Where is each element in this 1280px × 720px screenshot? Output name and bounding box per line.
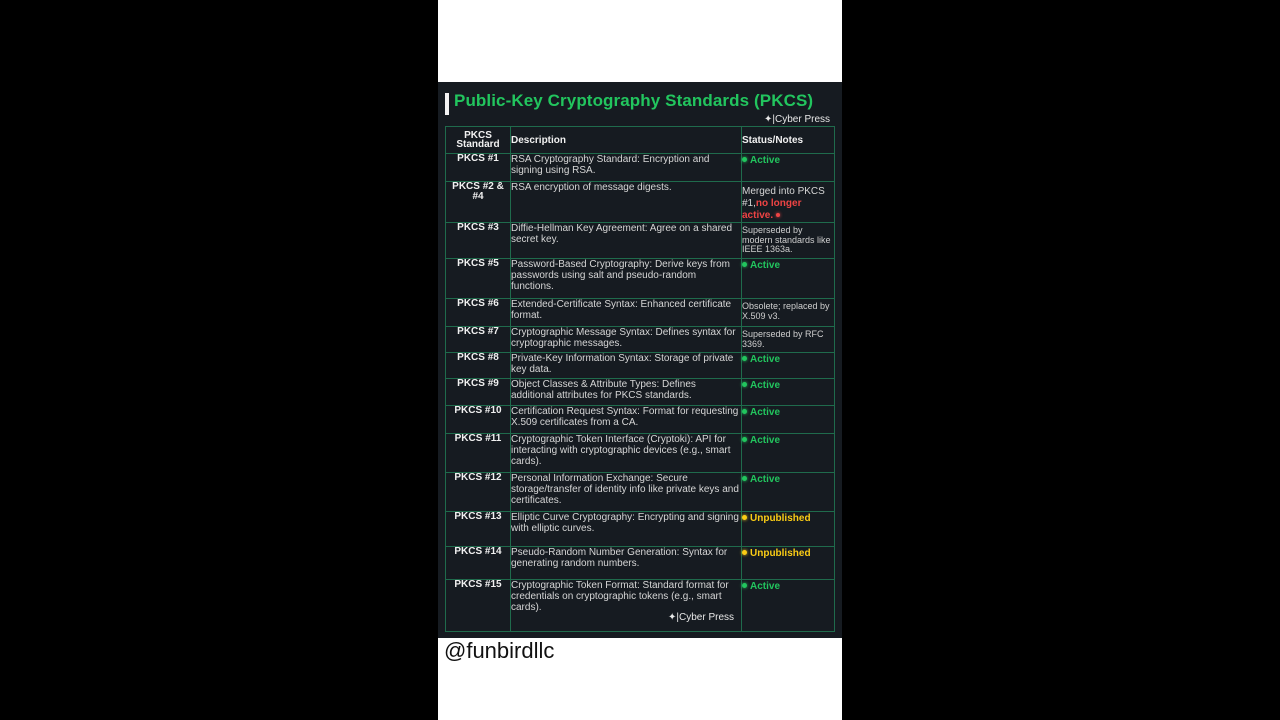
unpublished-dot-icon: [742, 515, 747, 520]
standard-cell: PKCS #9: [446, 379, 511, 406]
standard-cell: PKCS #14: [446, 547, 511, 580]
standard-cell: PKCS #12: [446, 473, 511, 512]
table-row: [446, 434, 835, 473]
description-cell: Private-Key Information Syntax: Storage of private key data.: [511, 353, 742, 379]
brand-label-bottom: ✦|Cyber Press: [668, 612, 734, 623]
table-row: [446, 547, 835, 580]
status-cell: [742, 379, 835, 406]
table-row: [446, 299, 835, 327]
description-cell: Object Classes & Attribute Types: Defines additional attributes for PKCS standards.: [511, 379, 742, 406]
title-accent-bar: [445, 93, 449, 115]
active-dot-icon: [742, 262, 747, 267]
table-header-row: [446, 127, 835, 154]
status-badge: Active: [750, 435, 781, 446]
standard-cell: PKCS #13: [446, 512, 511, 547]
status-cell: [742, 547, 835, 580]
status-badge: Active: [750, 474, 781, 485]
description-cell: Cryptographic Token Interface (Cryptoki): API for interacting with cryptographic devices (e.g., smart cards).: [511, 434, 742, 473]
description-cell: RSA encryption of message digests.: [511, 182, 742, 223]
standard-cell: PKCS #6: [446, 299, 511, 327]
description-cell: Cryptographic Token Format: Standard format for credentials on cryptographic tokens (e.g., smart cards).: [511, 580, 742, 632]
brand-name: Cyber Press: [678, 612, 734, 623]
status-cell: [742, 353, 835, 379]
status-badge: Active: [750, 581, 781, 592]
header-description: Description: [511, 127, 742, 154]
description-cell: Cryptographic Message Syntax: Defines syntax for cryptographic messages.: [511, 327, 742, 353]
table-row: [446, 259, 835, 299]
pkcs-table: [445, 126, 835, 632]
unpublished-dot-icon: [742, 550, 747, 555]
standard-cell: PKCS #2 & #4: [446, 182, 511, 223]
description-cell: Elliptic Curve Cryptography: Encrypting and signing with elliptic curves.: [511, 512, 742, 547]
description-cell: Extended-Certificate Syntax: Enhanced certificate format.: [511, 299, 742, 327]
active-dot-icon: [742, 437, 747, 442]
status-badge: Active: [750, 260, 781, 271]
standard-cell: PKCS #8: [446, 353, 511, 379]
status-cell: [742, 154, 835, 182]
status-cell: [742, 512, 835, 547]
active-dot-icon: [742, 476, 747, 481]
table-row: [446, 379, 835, 406]
status-badge: Active: [750, 407, 781, 418]
status-cell: [742, 406, 835, 434]
status-cell: [742, 473, 835, 512]
pkcs-infographic: [438, 82, 842, 638]
status-note: Merged into PKCS #1,: [742, 186, 825, 209]
status-note: Superseded by RFC 3369.: [742, 329, 824, 349]
status-cell: [742, 182, 835, 223]
table-row: [446, 223, 835, 259]
description-cell: Certification Request Syntax: Format for requesting X.509 certificates from a CA.: [511, 406, 742, 434]
status-cell: [742, 434, 835, 473]
standard-cell: PKCS #3: [446, 223, 511, 259]
standard-cell: PKCS #5: [446, 259, 511, 299]
table-row: [446, 473, 835, 512]
infographic-title: Public-Key Cryptography Standards (PKCS): [454, 91, 814, 110]
standard-cell: PKCS #11: [446, 434, 511, 473]
status-badge: Active: [750, 354, 781, 365]
channel-handle: @funbirdllc: [444, 638, 555, 663]
table-row: [446, 580, 835, 632]
status-cell: [742, 299, 835, 327]
brand-name: Cyber Press: [774, 114, 830, 125]
status-cell: [742, 327, 835, 353]
status-warning: no longer active.: [742, 198, 802, 221]
status-note: Superseded by modern standards like IEEE 1363a.: [742, 225, 831, 254]
description-cell: Pseudo-Random Number Generation: Syntax for generating random numbers.: [511, 547, 742, 580]
inactive-dot-icon: [776, 213, 780, 217]
table-row: [446, 154, 835, 182]
table-row: [446, 353, 835, 379]
active-dot-icon: [742, 583, 747, 588]
description-cell: Diffie-Hellman Key Agreement: Agree on a shared secret key.: [511, 223, 742, 259]
status-cell: [742, 223, 835, 259]
status-badge: Unpublished: [750, 548, 811, 559]
description-cell: Password-Based Cryptography: Derive keys from passwords using salt and pseudo-random functions.: [511, 259, 742, 299]
status-note: Obsolete; replaced by X.509 v3.: [742, 301, 830, 321]
status-badge: Active: [750, 380, 781, 391]
description-cell: Personal Information Exchange: Secure storage/transfer of identity info like private keys and certificates.: [511, 473, 742, 512]
status-cell: [742, 259, 835, 299]
standard-cell: PKCS #1: [446, 154, 511, 182]
active-dot-icon: [742, 157, 747, 162]
standard-cell: PKCS #15: [446, 580, 511, 632]
table-row: [446, 406, 835, 434]
table-row: [446, 512, 835, 547]
video-frame: [438, 0, 842, 720]
active-dot-icon: [742, 356, 747, 361]
standard-cell: PKCS #7: [446, 327, 511, 353]
brand-label-top: ✦|Cyber Press: [764, 114, 830, 125]
status-badge: Unpublished: [750, 513, 811, 524]
description-cell: RSA Cryptography Standard: Encryption and signing using RSA.: [511, 154, 742, 182]
status-badge: Active: [750, 155, 781, 166]
table-row: [446, 327, 835, 353]
status-cell: [742, 580, 835, 632]
table-row: [446, 182, 835, 223]
header-status: Status/Notes: [742, 127, 835, 154]
active-dot-icon: [742, 409, 747, 414]
header-standard: PKCS Standard: [446, 127, 511, 154]
active-dot-icon: [742, 382, 747, 387]
standard-cell: PKCS #10: [446, 406, 511, 434]
